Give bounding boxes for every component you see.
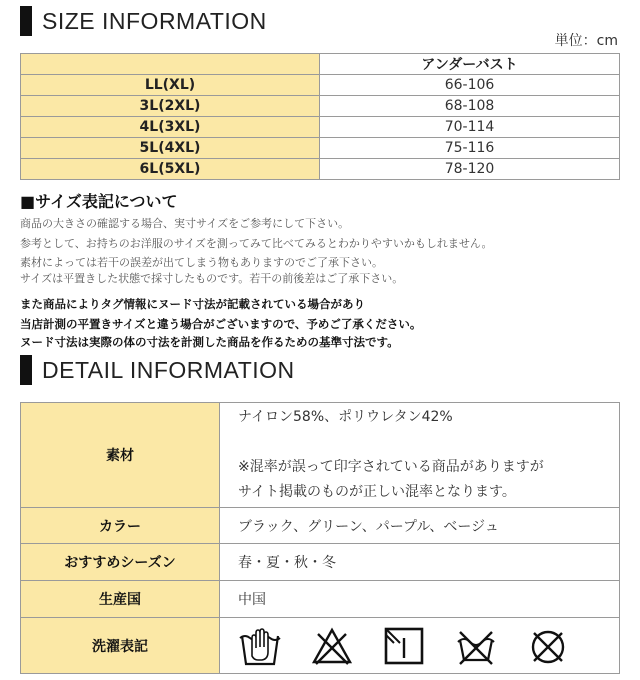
- nude-size-note-line: 当店計測の平置きサイズと違う場合がございますので、予めご了承ください。: [20, 317, 422, 331]
- origin-value: 中国: [220, 581, 620, 618]
- table-row: [21, 159, 620, 180]
- care-label: 洗濯表記: [21, 618, 220, 674]
- detail-information-title: DETAIL INFORMATION: [42, 356, 295, 383]
- detail-table: [20, 402, 620, 674]
- material-composition: ナイロン58%、ポリウレタン42%: [238, 409, 453, 425]
- unit-label: 単位：cm: [554, 33, 618, 49]
- season-label: おすすめシーズン: [21, 544, 220, 581]
- section-marker: [20, 355, 32, 385]
- size-value: 68-108: [320, 96, 620, 117]
- size-value: 66-106: [320, 75, 620, 96]
- color-value: ブラック、グリーン、パープル、ベージュ: [220, 508, 620, 544]
- table-row: [21, 96, 620, 117]
- size-label: 5L(4XL): [21, 138, 320, 159]
- no-tumble-dry-icon: [454, 626, 498, 666]
- size-value: 75-116: [320, 138, 620, 159]
- table-row: [21, 138, 620, 159]
- no-bleach-icon: [310, 626, 354, 666]
- material-row: [21, 403, 620, 508]
- material-value: [220, 403, 620, 508]
- size-note-line: 素材によっては若干の誤差が出てしまう物もありますのでご了承下さい。: [20, 256, 383, 269]
- size-value: 70-114: [320, 117, 620, 138]
- color-row: [21, 508, 620, 544]
- detail-information-header: [20, 355, 295, 385]
- section-marker: [20, 6, 32, 36]
- size-notes-title: ■サイズ表記について: [20, 192, 178, 211]
- size-table: [20, 53, 620, 180]
- nude-size-note-line: また商品によりタグ情報にヌード寸法が記載されている場合があり: [20, 297, 365, 311]
- size-note-line: 参考として、お持ちのお洋服のサイズを測ってみて比べてみるとわかりやすいかもしれません。: [20, 237, 493, 250]
- hand-wash-icon: [238, 626, 282, 666]
- size-label: LL(XL): [21, 75, 320, 96]
- size-value: 78-120: [320, 159, 620, 180]
- material-spacer: [238, 430, 619, 455]
- size-information-header: [20, 6, 267, 36]
- no-dry-clean-icon: [526, 626, 570, 666]
- size-label: 4L(3XL): [21, 117, 320, 138]
- drip-dry-icon: [382, 626, 426, 666]
- season-row: [21, 544, 620, 581]
- material-note: ※混率が誤って印字されている商品がありますが: [238, 459, 544, 475]
- origin-label: 生産国: [21, 581, 220, 618]
- size-column-header: アンダーバスト: [320, 54, 620, 75]
- size-header-empty-cell: [21, 54, 320, 75]
- size-label: 3L(2XL): [21, 96, 320, 117]
- size-note-line: サイズは平置きした状態で採寸したものです。若干の前後差はご了承下さい。: [20, 272, 404, 285]
- material-note: サイト掲載のものが正しい混率となります。: [238, 484, 516, 500]
- season-value: 春・夏・秋・冬: [220, 544, 620, 581]
- nude-size-note-line: ヌード寸法は実際の体の寸法を計測した商品を作るための基準寸法です。: [20, 335, 399, 349]
- size-information-title: SIZE INFORMATION: [42, 7, 267, 34]
- table-row: [21, 117, 620, 138]
- color-label: カラー: [21, 508, 220, 544]
- table-row: [21, 75, 620, 96]
- size-note-line: 商品の大きさの確認する場合、実寸サイズをご参考にして下さい。: [20, 217, 350, 230]
- size-label: 6L(5XL): [21, 159, 320, 180]
- material-label: 素材: [21, 403, 220, 508]
- size-table-header-row: [21, 54, 620, 75]
- care-row: [21, 618, 620, 674]
- origin-row: [21, 581, 620, 618]
- care-icons: [220, 618, 620, 674]
